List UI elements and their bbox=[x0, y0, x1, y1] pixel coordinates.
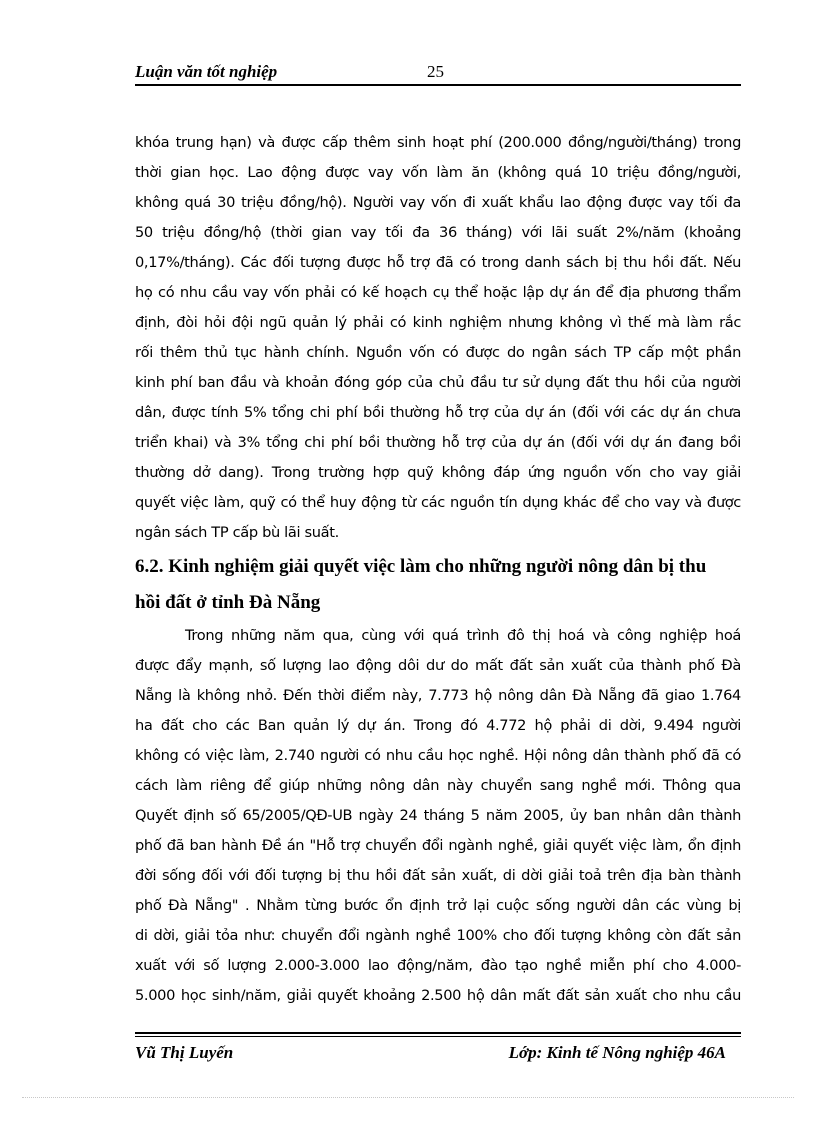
text-line: Trong những năm qua, cùng với quá trình đô thị hoá và công nghiệp hoá bbox=[185, 627, 741, 644]
footer-author: Vũ Thị Luyến bbox=[135, 1043, 234, 1062]
text-line: không có việc làm, 2.740 người có nhu cầu học nghề. Hội nông dân thành phố đã có bbox=[135, 747, 741, 764]
section-heading: 6.2. Kinh nghiệm giải quyết việc làm cho những người nông dân bị thu bbox=[135, 556, 707, 577]
text-line: dân, được tính 5% tổng chi phí bồi thường hỗ trợ của dự án (đối với các dự án chưa bbox=[135, 404, 741, 421]
page-boundary bbox=[22, 1097, 794, 1098]
text-line: 0,17%/tháng). Các đối tượng được hỗ trợ đã có trong danh sách bị thu hồi đất. Nếu bbox=[135, 254, 741, 271]
header-rule bbox=[135, 84, 741, 86]
footer-class: Lớp: Kinh tế Nông nghiệp 46A bbox=[508, 1043, 726, 1062]
text-line: không quá 30 triệu đồng/hộ). Người vay vốn đi xuất khẩu lao động được vay tối đa bbox=[135, 194, 741, 211]
text-line: cách làm riêng để giúp những nông dân này chuyển sang nghề mới. Thông qua bbox=[135, 777, 741, 794]
text-line: ngân sách TP cấp bù lãi suất. bbox=[135, 524, 339, 541]
text-line: quyết việc làm, quỹ có thể huy động từ các nguồn tín dụng khác để cho vay và được bbox=[135, 494, 741, 511]
text-line: kinh phí ban đầu và khoản đóng góp của chủ đầu tư sử dụng đất thu hồi của người bbox=[135, 374, 741, 391]
text-line: phố Đà Nẵng" . Nhằm từng bước ổn định trở lại cuộc sống người dân các vùng bị bbox=[135, 897, 741, 914]
text-line: Nẵng là không nhỏ. Đến thời điểm này, 7.773 hộ nông dân Đà Nẵng đã giao 1.764 bbox=[135, 687, 741, 704]
text-line: 50 triệu đồng/hộ (thời gian vay tối đa 36 tháng) với lãi suất 2%/năm (khoảng bbox=[135, 224, 741, 241]
section-heading: hồi đất ở tỉnh Đà Nẵng bbox=[135, 592, 321, 613]
page-number: 25 bbox=[427, 62, 444, 81]
text-line: phố đã ban hành Đề án "Hỗ trợ chuyển đổi ngành nghề, giải quyết việc làm, ổn định bbox=[135, 837, 741, 854]
text-line: 5.000 học sinh/năm, giải quyết khoảng 2.500 hộ dân mất đất sản xuất cho nhu cầu bbox=[135, 987, 741, 1004]
text-line: triển khai) và 3% tổng chi phí bồi thường hỗ trợ của dự án (đối với dự án đang bồi bbox=[135, 434, 741, 451]
text-line: định, đòi hỏi đội ngũ quản lý phải có kinh nghiệm nhưng không vì thế mà làm rắc bbox=[135, 314, 741, 331]
text-line: thời gian học. Lao động được vay vốn làm ăn (không quá 10 triệu đồng/người, bbox=[135, 164, 741, 181]
header-title: Luận văn tốt nghiệp bbox=[135, 62, 278, 81]
text-line: thường dở dang). Trong trường hợp quỹ không đáp ứng nguồn vốn cho vay giải bbox=[135, 464, 741, 481]
text-line: đời sống đối với đối tượng bị thu hồi đất sản xuất, di dời giải toả trên địa bàn thành bbox=[135, 867, 741, 884]
text-line: được đẩy mạnh, số lượng lao động dôi dư do mất đất sản xuất của thành phố Đà bbox=[135, 657, 741, 674]
text-line: di dời, giải tỏa như: chuyển đổi ngành nghề 100% cho đối tượng không còn đất sản bbox=[135, 927, 741, 944]
text-line: rối thêm thủ tục hành chính. Nguồn vốn có được do ngân sách TP cấp một phần bbox=[135, 344, 741, 361]
text-line: ha đất cho các Ban quản lý dự án. Trong đó 4.772 hộ phải di dời, 9.494 người bbox=[135, 717, 741, 734]
text-line: họ có nhu cầu vay vốn phải có kế hoạch cụ thể hoặc lập dự án để địa phương thẩm bbox=[135, 284, 741, 301]
text-line: xuất với số lượng 2.000-3.000 lao động/năm, đào tạo nghề miễn phí cho 4.000- bbox=[135, 957, 741, 974]
footer-rule-thin bbox=[135, 1036, 741, 1037]
footer-rule-thick bbox=[135, 1032, 741, 1034]
text-line: khóa trung hạn) và được cấp thêm sinh hoạt phí (200.000 đồng/người/tháng) trong bbox=[135, 134, 741, 151]
page-header bbox=[135, 60, 741, 84]
text-line: Quyết định số 65/2005/QĐ-UB ngày 24 tháng 5 năm 2005, ủy ban nhân dân thành bbox=[135, 807, 741, 824]
